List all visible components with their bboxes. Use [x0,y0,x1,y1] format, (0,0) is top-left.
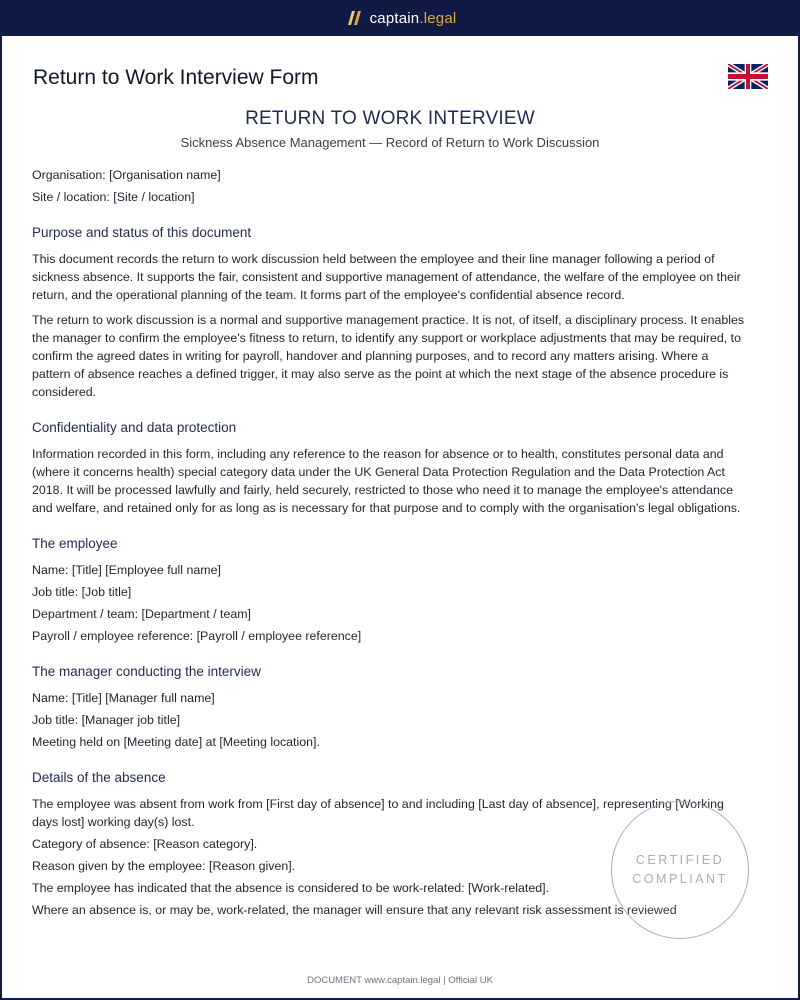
section-title-absence: Details of the absence [32,770,166,785]
employee-name-field: Name: [Title] [Employee full name] [32,563,221,577]
employee-payroll-field: Payroll / employee reference: [Payroll / employee reference] [32,629,362,643]
subheading: Sickness Absence Management — Record of Return to Work Discussion [180,135,600,150]
footer [2,948,798,998]
meeting-field: Meeting held on [Meeting date] at [Meeting location]. [32,735,320,749]
absence-work-related-field: The employee has indicated that the absence is considered to be work-related: [Work-related]. [32,881,550,895]
purpose-paragraph-2: The return to work discussion is a normal and supportive management practice. It is not, of itself, a disciplinary process. It enables the manager to confirm the employee's fitness to return, to identify any support or workplace adjustments that may be required, to confirm the agreed dates in writing for payroll, handover and planning purposes, and to record any matters arising. Where a pattern of absence reaches a defined trigger, it may also serve as the point at which the next stage of the absence procedure is considered. [32,313,745,399]
stamp-line-2: COMPLIANT [632,872,728,886]
document-title: Return to Work Interview Form [33,66,319,89]
section-title-manager: The manager conducting the interview [32,664,261,679]
brand-logo[interactable] [344,10,457,27]
absence-category-field: Category of absence: [Reason category]. [32,837,258,851]
organisation-field: Organisation: [Organisation name] [32,168,221,182]
absence-dates-field: The employee was absent from work from [First day of absence] to and including [Last day of absence], representing [Working days lost] working day(s) lost. [32,797,724,829]
absence-risk-text: Where an absence is, or may be, work-related, the manager will ensure that any relevant risk assessment is reviewed [32,903,677,917]
document-page [2,36,798,998]
stamp-line-1: CERTIFIED [635,853,725,867]
employee-job-field: Job title: [Job title] [32,585,132,599]
document-body [32,110,748,923]
manager-job-field: Job title: [Manager job title] [32,713,181,727]
brand-mark-icon [344,10,362,26]
section-title-employee: The employee [32,536,118,551]
certified-compliant-stamp [611,801,749,939]
site-field: Site / location: [Site / location] [32,190,195,204]
employee-department-field: Department / team: [Department / team] [32,607,251,621]
absence-reason-field: Reason given by the employee: [Reason given]. [32,859,296,873]
top-bar [0,0,800,36]
footer-text: DOCUMENT www.captain.legal | Official UK [307,974,493,986]
main-heading: RETURN TO WORK INTERVIEW [245,108,535,129]
purpose-paragraph-1: This document records the return to work discussion held between the employee and their line manager following a period of sickness absence. It supports the fair, consistent and supportive management of attendance, the welfare of the employee on their return, and the operational planning of the team. It forms part of the employee's confidential absence record. [32,252,741,302]
section-title-confidentiality: Confidentiality and data protection [32,420,237,435]
confidentiality-paragraph: Information recorded in this form, including any reference to the reason for absence or to health, constitutes personal data and (where it concerns health) special category data under the UK General Data Protection Regulation and the Data Protection Act 2018. It will be processed lawfully and fairly, held securely, restricted to those who need it to manage the employee's attendance and welfare, and retained only for as long as is necessary for that purpose and to comply with the organisation's legal obligations. [32,447,741,515]
manager-name-field: Name: [Title] [Manager full name] [32,691,215,705]
brand-name: captain.legal [369,9,457,27]
uk-flag-icon[interactable] [728,64,768,89]
section-title-purpose: Purpose and status of this document [32,225,252,240]
